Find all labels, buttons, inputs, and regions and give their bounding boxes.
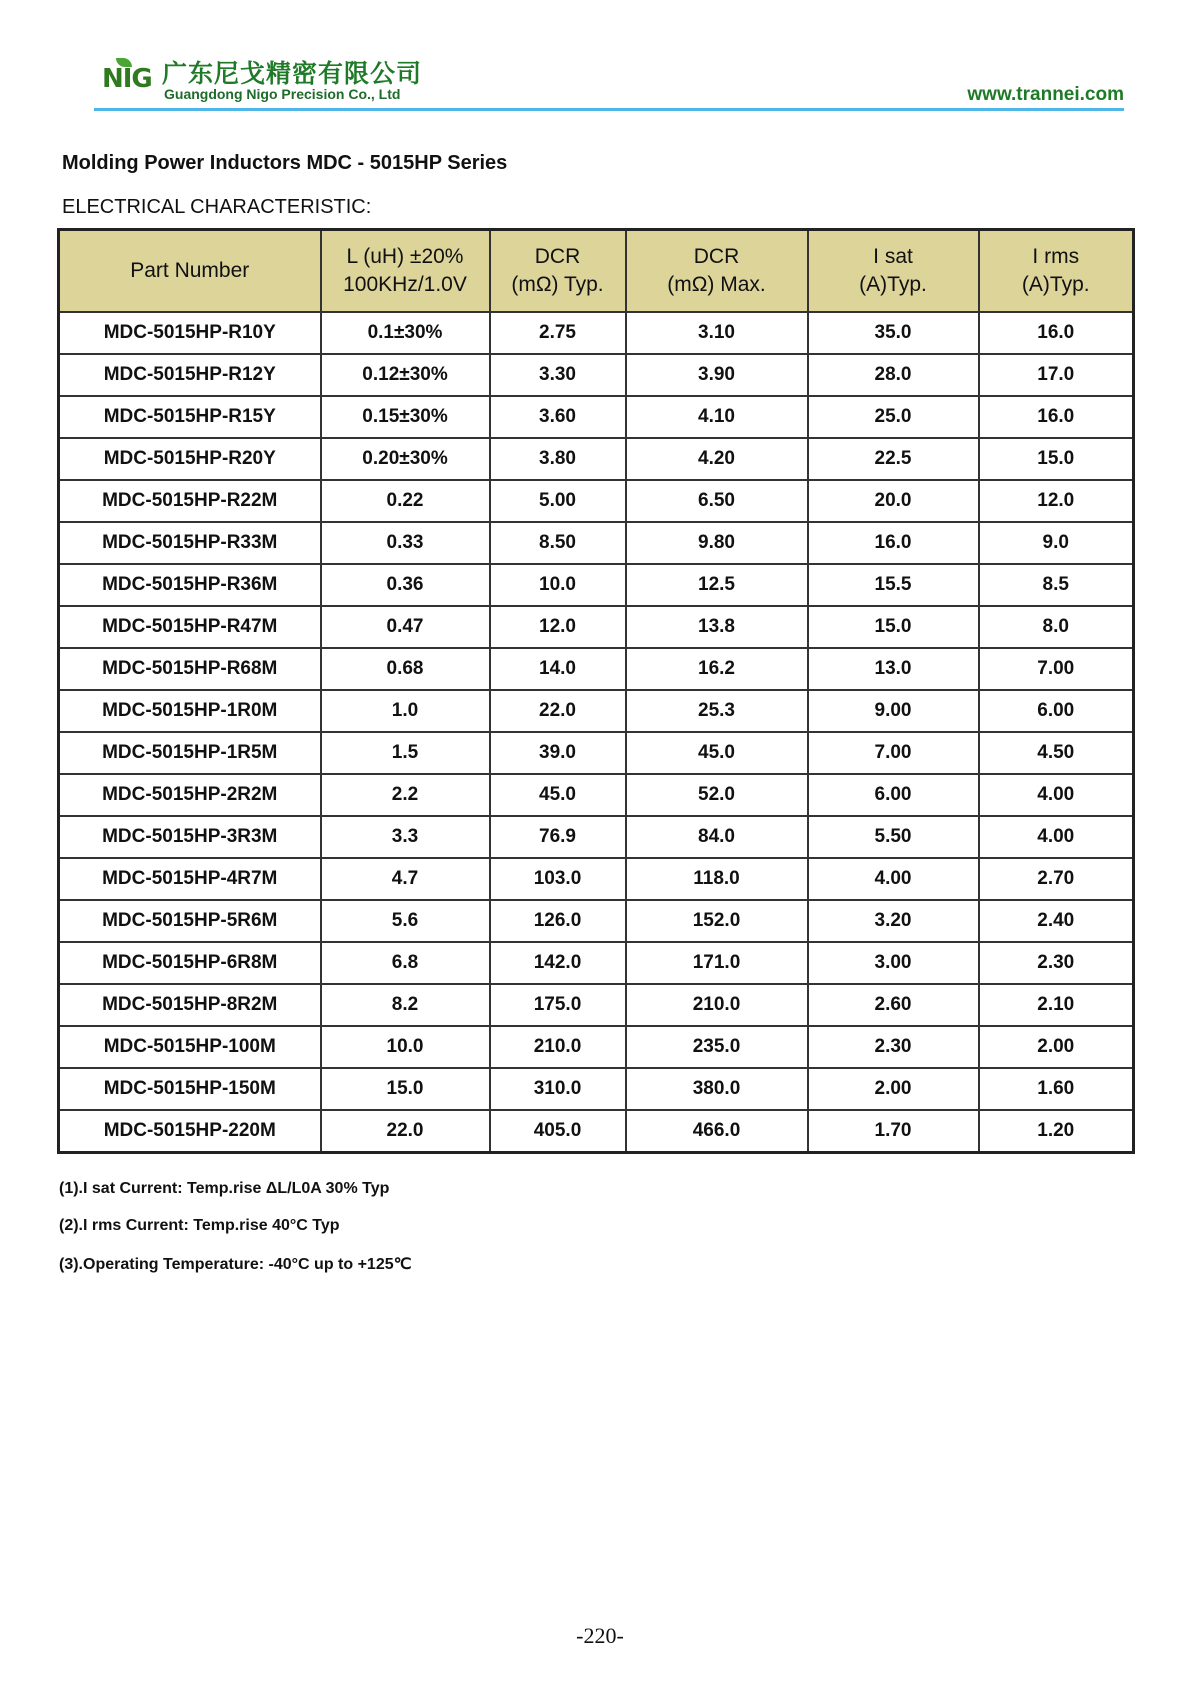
- table-cell-dcr-max: 3.90: [626, 354, 808, 396]
- table-cell-dcr-max: 4.20: [626, 438, 808, 480]
- column-header-isat: [808, 230, 979, 313]
- table-cell-irms: 16.0: [979, 312, 1134, 354]
- table-cell-dcr-typ: 175.0: [490, 984, 626, 1026]
- table-row: [59, 564, 1134, 606]
- column-header-line: (A)Typ.: [859, 273, 927, 296]
- table-cell-isat: 15.0: [808, 606, 979, 648]
- table-body: [59, 312, 1134, 1153]
- table-row: [59, 648, 1134, 690]
- table-cell-isat: 25.0: [808, 396, 979, 438]
- table-cell-dcr-max: 45.0: [626, 732, 808, 774]
- table-row: [59, 816, 1134, 858]
- footnote: (3).Operating Temperature: -40°C up to +125℃: [59, 1256, 412, 1273]
- table-cell-part-number: MDC-5015HP-R22M: [59, 480, 321, 522]
- table-cell-inductance: 5.6: [321, 900, 490, 942]
- column-header-line: (mΩ) Max.: [667, 273, 766, 296]
- table-cell-isat: 35.0: [808, 312, 979, 354]
- table-cell-dcr-typ: 3.60: [490, 396, 626, 438]
- table-cell-dcr-typ: 22.0: [490, 690, 626, 732]
- table-cell-dcr-typ: 3.30: [490, 354, 626, 396]
- table-cell-isat: 3.00: [808, 942, 979, 984]
- table-cell-dcr-max: 4.10: [626, 396, 808, 438]
- table-cell-part-number: MDC-5015HP-1R5M: [59, 732, 321, 774]
- table-row: [59, 732, 1134, 774]
- table-cell-irms: 2.00: [979, 1026, 1134, 1068]
- table-row: [59, 1110, 1134, 1153]
- table-cell-dcr-typ: 10.0: [490, 564, 626, 606]
- table-row: [59, 1068, 1134, 1110]
- table-header-row: [59, 230, 1134, 313]
- table-cell-dcr-typ: 310.0: [490, 1068, 626, 1110]
- table-row: [59, 900, 1134, 942]
- table-cell-dcr-max: 152.0: [626, 900, 808, 942]
- table-cell-part-number: MDC-5015HP-R15Y: [59, 396, 321, 438]
- table-cell-inductance: 10.0: [321, 1026, 490, 1068]
- table-cell-irms: 1.60: [979, 1068, 1134, 1110]
- table-cell-dcr-max: 210.0: [626, 984, 808, 1026]
- footnotes: [59, 1180, 412, 1291]
- table-cell-part-number: MDC-5015HP-100M: [59, 1026, 321, 1068]
- table-cell-dcr-max: 16.2: [626, 648, 808, 690]
- section-heading: ELECTRICAL CHARACTERISTIC:: [62, 196, 372, 218]
- column-header-line: I rms: [1032, 245, 1080, 268]
- table-cell-isat: 2.60: [808, 984, 979, 1026]
- table-cell-dcr-max: 84.0: [626, 816, 808, 858]
- header-divider: [94, 108, 1124, 111]
- table-row: [59, 480, 1134, 522]
- table-cell-dcr-max: 235.0: [626, 1026, 808, 1068]
- table-cell-part-number: MDC-5015HP-R10Y: [59, 312, 321, 354]
- table-cell-isat: 20.0: [808, 480, 979, 522]
- company-name-english: Guangdong Nigo Precision Co., Ltd: [164, 86, 401, 102]
- table-row: [59, 522, 1134, 564]
- table-cell-isat: 13.0: [808, 648, 979, 690]
- table-cell-inductance: 0.36: [321, 564, 490, 606]
- company-logo: NIG: [102, 64, 152, 94]
- table-cell-inductance: 3.3: [321, 816, 490, 858]
- table-cell-part-number: MDC-5015HP-2R2M: [59, 774, 321, 816]
- table-cell-part-number: MDC-5015HP-150M: [59, 1068, 321, 1110]
- table-row: [59, 396, 1134, 438]
- table-cell-part-number: MDC-5015HP-4R7M: [59, 858, 321, 900]
- table-cell-isat: 1.70: [808, 1110, 979, 1153]
- table-row: [59, 1026, 1134, 1068]
- table-cell-irms: 2.40: [979, 900, 1134, 942]
- table-cell-inductance: 2.2: [321, 774, 490, 816]
- table-cell-dcr-max: 171.0: [626, 942, 808, 984]
- table-cell-inductance: 1.5: [321, 732, 490, 774]
- table-cell-part-number: MDC-5015HP-R12Y: [59, 354, 321, 396]
- table-cell-irms: 6.00: [979, 690, 1134, 732]
- table-cell-irms: 7.00: [979, 648, 1134, 690]
- column-header-irms: [979, 230, 1134, 313]
- table-cell-isat: 28.0: [808, 354, 979, 396]
- column-header-line: L (uH) ±20%: [346, 245, 464, 268]
- table-cell-dcr-typ: 12.0: [490, 606, 626, 648]
- table-cell-inductance: 1.0: [321, 690, 490, 732]
- company-name-chinese: 广东尼戈精密有限公司: [162, 59, 423, 88]
- table-cell-isat: 2.30: [808, 1026, 979, 1068]
- table-cell-part-number: MDC-5015HP-5R6M: [59, 900, 321, 942]
- table-cell-irms: 1.20: [979, 1110, 1134, 1153]
- table-cell-part-number: MDC-5015HP-220M: [59, 1110, 321, 1153]
- table-cell-dcr-typ: 103.0: [490, 858, 626, 900]
- column-header-line: (A)Typ.: [1021, 273, 1090, 296]
- table-row: [59, 858, 1134, 900]
- table-cell-irms: 2.70: [979, 858, 1134, 900]
- table-cell-inductance: 0.1±30%: [321, 312, 490, 354]
- table-cell-dcr-typ: 142.0: [490, 942, 626, 984]
- table-row: [59, 942, 1134, 984]
- table-cell-isat: 9.00: [808, 690, 979, 732]
- table-row: [59, 774, 1134, 816]
- table-cell-dcr-typ: 45.0: [490, 774, 626, 816]
- table-cell-inductance: 0.47: [321, 606, 490, 648]
- column-header-line: DCR: [693, 245, 740, 268]
- table-cell-inductance: 0.68: [321, 648, 490, 690]
- page-title: Molding Power Inductors MDC - 5015HP Series: [62, 152, 508, 174]
- table-row: [59, 438, 1134, 480]
- page-header: [94, 52, 1124, 112]
- column-header-line: (mΩ) Typ.: [511, 273, 604, 296]
- table-cell-irms: 9.0: [979, 522, 1134, 564]
- table-cell-dcr-typ: 126.0: [490, 900, 626, 942]
- table-cell-isat: 6.00: [808, 774, 979, 816]
- table-cell-irms: 8.0: [979, 606, 1134, 648]
- table-cell-dcr-max: 6.50: [626, 480, 808, 522]
- column-header-line: Part Number: [130, 259, 250, 282]
- table-cell-dcr-max: 118.0: [626, 858, 808, 900]
- table-cell-irms: 15.0: [979, 438, 1134, 480]
- electrical-characteristics-table: [57, 228, 1135, 1154]
- table-cell-inductance: 8.2: [321, 984, 490, 1026]
- table-cell-dcr-typ: 39.0: [490, 732, 626, 774]
- table-cell-irms: 8.5: [979, 564, 1134, 606]
- table-cell-part-number: MDC-5015HP-8R2M: [59, 984, 321, 1026]
- table-row: [59, 690, 1134, 732]
- table-cell-dcr-max: 466.0: [626, 1110, 808, 1153]
- table-cell-isat: 3.20: [808, 900, 979, 942]
- column-header-dcr-max: [626, 230, 808, 313]
- table-cell-irms: 17.0: [979, 354, 1134, 396]
- column-header-line: I sat: [873, 245, 913, 268]
- footnote: (2).I rms Current: Temp.rise 40°C Typ: [59, 1217, 340, 1234]
- website-link[interactable]: www.trannei.com: [967, 84, 1124, 105]
- table-cell-dcr-max: 3.10: [626, 312, 808, 354]
- table-cell-isat: 15.5: [808, 564, 979, 606]
- table-cell-inductance: 22.0: [321, 1110, 490, 1153]
- table-cell-part-number: MDC-5015HP-R33M: [59, 522, 321, 564]
- page-number: -220-: [576, 1623, 624, 1648]
- table-cell-inductance: 0.33: [321, 522, 490, 564]
- table-cell-dcr-typ: 8.50: [490, 522, 626, 564]
- table-cell-dcr-max: 380.0: [626, 1068, 808, 1110]
- table-cell-inductance: 0.12±30%: [321, 354, 490, 396]
- table-cell-dcr-typ: 2.75: [490, 312, 626, 354]
- table-cell-dcr-typ: 210.0: [490, 1026, 626, 1068]
- table-cell-inductance: 0.22: [321, 480, 490, 522]
- column-header-part-number: [59, 230, 321, 313]
- table-cell-dcr-max: 52.0: [626, 774, 808, 816]
- table-cell-irms: 12.0: [979, 480, 1134, 522]
- table-cell-irms: 2.30: [979, 942, 1134, 984]
- table-cell-dcr-typ: 14.0: [490, 648, 626, 690]
- table-cell-dcr-max: 25.3: [626, 690, 808, 732]
- table-row: [59, 606, 1134, 648]
- table-cell-irms: 2.10: [979, 984, 1134, 1026]
- table-cell-inductance: 15.0: [321, 1068, 490, 1110]
- table-cell-isat: 7.00: [808, 732, 979, 774]
- table-cell-part-number: MDC-5015HP-R47M: [59, 606, 321, 648]
- column-header-inductance: [321, 230, 490, 313]
- footnote: (1).I sat Current: Temp.rise ΔL/L0A 30% Typ: [59, 1180, 390, 1197]
- table-cell-isat: 2.00: [808, 1068, 979, 1110]
- table-row: [59, 354, 1134, 396]
- table-cell-isat: 22.5: [808, 438, 979, 480]
- table-cell-isat: 5.50: [808, 816, 979, 858]
- table-cell-irms: 16.0: [979, 396, 1134, 438]
- table-cell-part-number: MDC-5015HP-6R8M: [59, 942, 321, 984]
- table-cell-irms: 4.00: [979, 774, 1134, 816]
- table-row: [59, 312, 1134, 354]
- table-cell-irms: 4.00: [979, 816, 1134, 858]
- table-cell-part-number: MDC-5015HP-R20Y: [59, 438, 321, 480]
- table-cell-inductance: 0.20±30%: [321, 438, 490, 480]
- table-cell-inductance: 6.8: [321, 942, 490, 984]
- table-cell-inductance: 0.15±30%: [321, 396, 490, 438]
- table-cell-part-number: MDC-5015HP-R68M: [59, 648, 321, 690]
- table-cell-dcr-typ: 76.9: [490, 816, 626, 858]
- table-cell-dcr-typ: 405.0: [490, 1110, 626, 1153]
- table-cell-inductance: 4.7: [321, 858, 490, 900]
- table-cell-part-number: MDC-5015HP-3R3M: [59, 816, 321, 858]
- table-cell-dcr-typ: 5.00: [490, 480, 626, 522]
- table-cell-dcr-max: 13.8: [626, 606, 808, 648]
- column-header-dcr-typ: [490, 230, 626, 313]
- column-header-line: DCR: [534, 245, 581, 268]
- table-cell-dcr-max: 9.80: [626, 522, 808, 564]
- column-header-line: 100KHz/1.0V: [343, 273, 467, 296]
- table-cell-part-number: MDC-5015HP-1R0M: [59, 690, 321, 732]
- table-cell-isat: 4.00: [808, 858, 979, 900]
- table-cell-dcr-max: 12.5: [626, 564, 808, 606]
- table-cell-isat: 16.0: [808, 522, 979, 564]
- table-cell-irms: 4.50: [979, 732, 1134, 774]
- table-cell-dcr-typ: 3.80: [490, 438, 626, 480]
- table-cell-part-number: MDC-5015HP-R36M: [59, 564, 321, 606]
- table-row: [59, 984, 1134, 1026]
